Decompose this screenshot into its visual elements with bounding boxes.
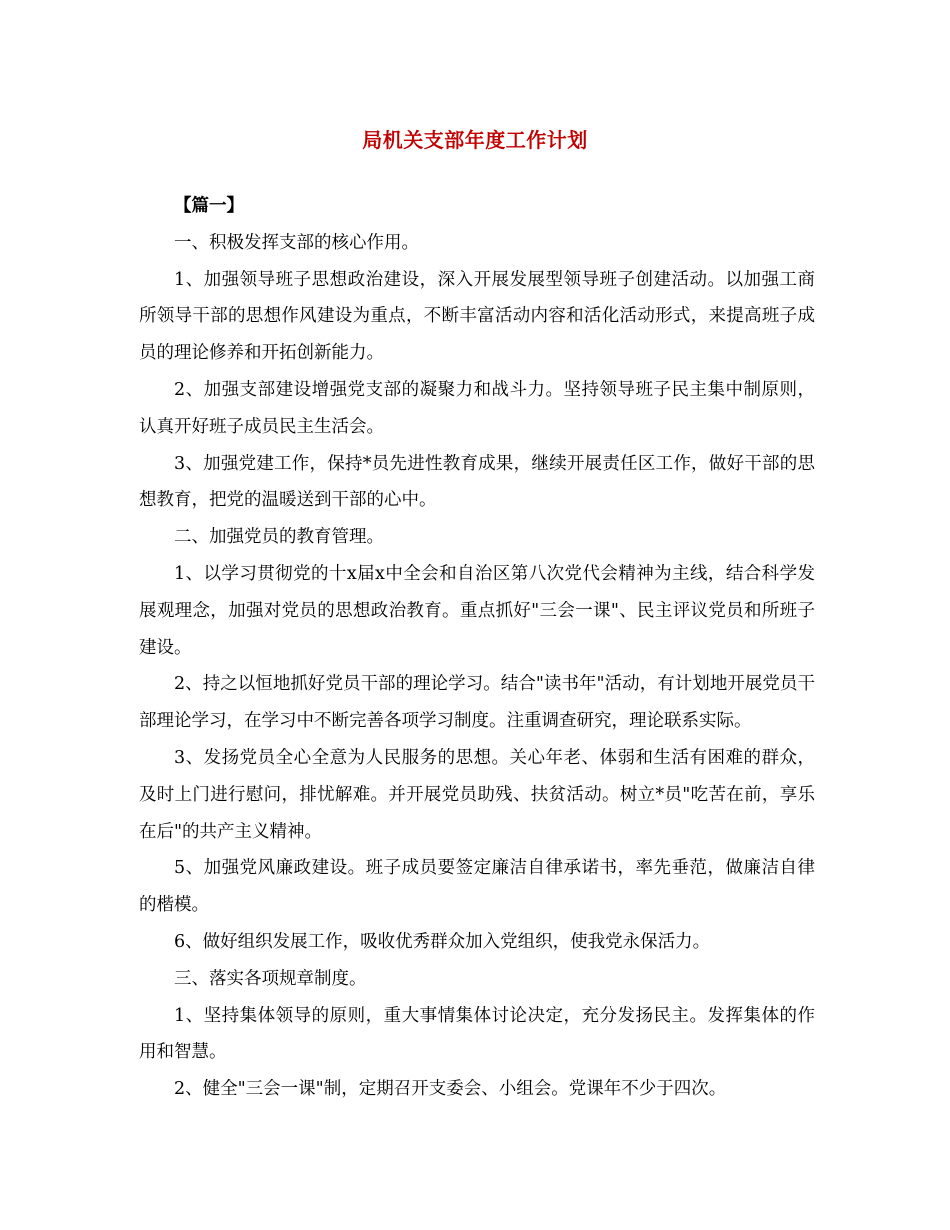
paragraph: 2、持之以恒地抓好党员干部的理论学习。结合"读书年"活动，有计划地开展党员干部理论学习，在学习中不断完善各项学习制度。注重调查研究，理论联系实际。	[139, 674, 815, 732]
heading-3: 三、落实各项规章制度。	[174, 968, 367, 989]
paragraph: 5、加强党风廉政建设。班子成员要签定廉洁自律承诺书，率先垂范，做廉洁自律的楷模。	[139, 858, 815, 916]
paragraph: 1、以学习贯彻党的十x届x中全会和自治区第八次党代会精神为主线，结合科学发展观理念，加强对党员的思想政治教育。重点抓好"三会一课"、民主评议党员和所班子建设。	[139, 563, 815, 658]
document-body	[139, 188, 815, 1108]
paragraph: 6、做好组织发展工作，吸收优秀群众加入党组织，使我党永保活力。	[174, 931, 711, 952]
paragraph: 3、发扬党员全心全意为人民服务的思想。关心年老、体弱和生活有困难的群众，及时上门进行慰问，排忧解难。并开展党员助残、扶贫活动。树立*员"吃苦在前，享乐在后"的共产主义精神。	[139, 747, 815, 842]
paragraph: 2、加强支部建设增强党支部的凝聚力和战斗力。坚持领导班子民主集中制原则，认真开好班子成员民主生活会。	[139, 379, 815, 437]
paragraph: 3、加强党建工作，保持*员先进性教育成果，继续开展责任区工作，做好干部的思想教育，把党的温暖送到干部的心中。	[139, 453, 815, 511]
paragraph: 1、坚持集体领导的原则，重大事情集体讨论决定，充分发扬民主。发挥集体的作用和智慧。	[139, 1005, 815, 1063]
paragraph: 2、健全"三会一课"制，定期召开支委会、小组会。党课年不少于四次。	[174, 1079, 727, 1100]
heading-1: 一、积极发挥支部的核心作用。	[174, 232, 419, 253]
paragraph: 1、加强领导班子思想政治建设，深入开展发展型领导班子创建活动。以加强工商所领导干部的思想作风建设为重点，不断丰富活动内容和活化活动形式，来提高班子成员的理论修养和开拓创新能力。	[139, 269, 815, 364]
section-label: 【篇一】	[174, 196, 244, 216]
document-title: 局机关支部年度工作计划	[362, 128, 588, 152]
heading-2: 二、加强党员的教育管理。	[174, 527, 384, 548]
